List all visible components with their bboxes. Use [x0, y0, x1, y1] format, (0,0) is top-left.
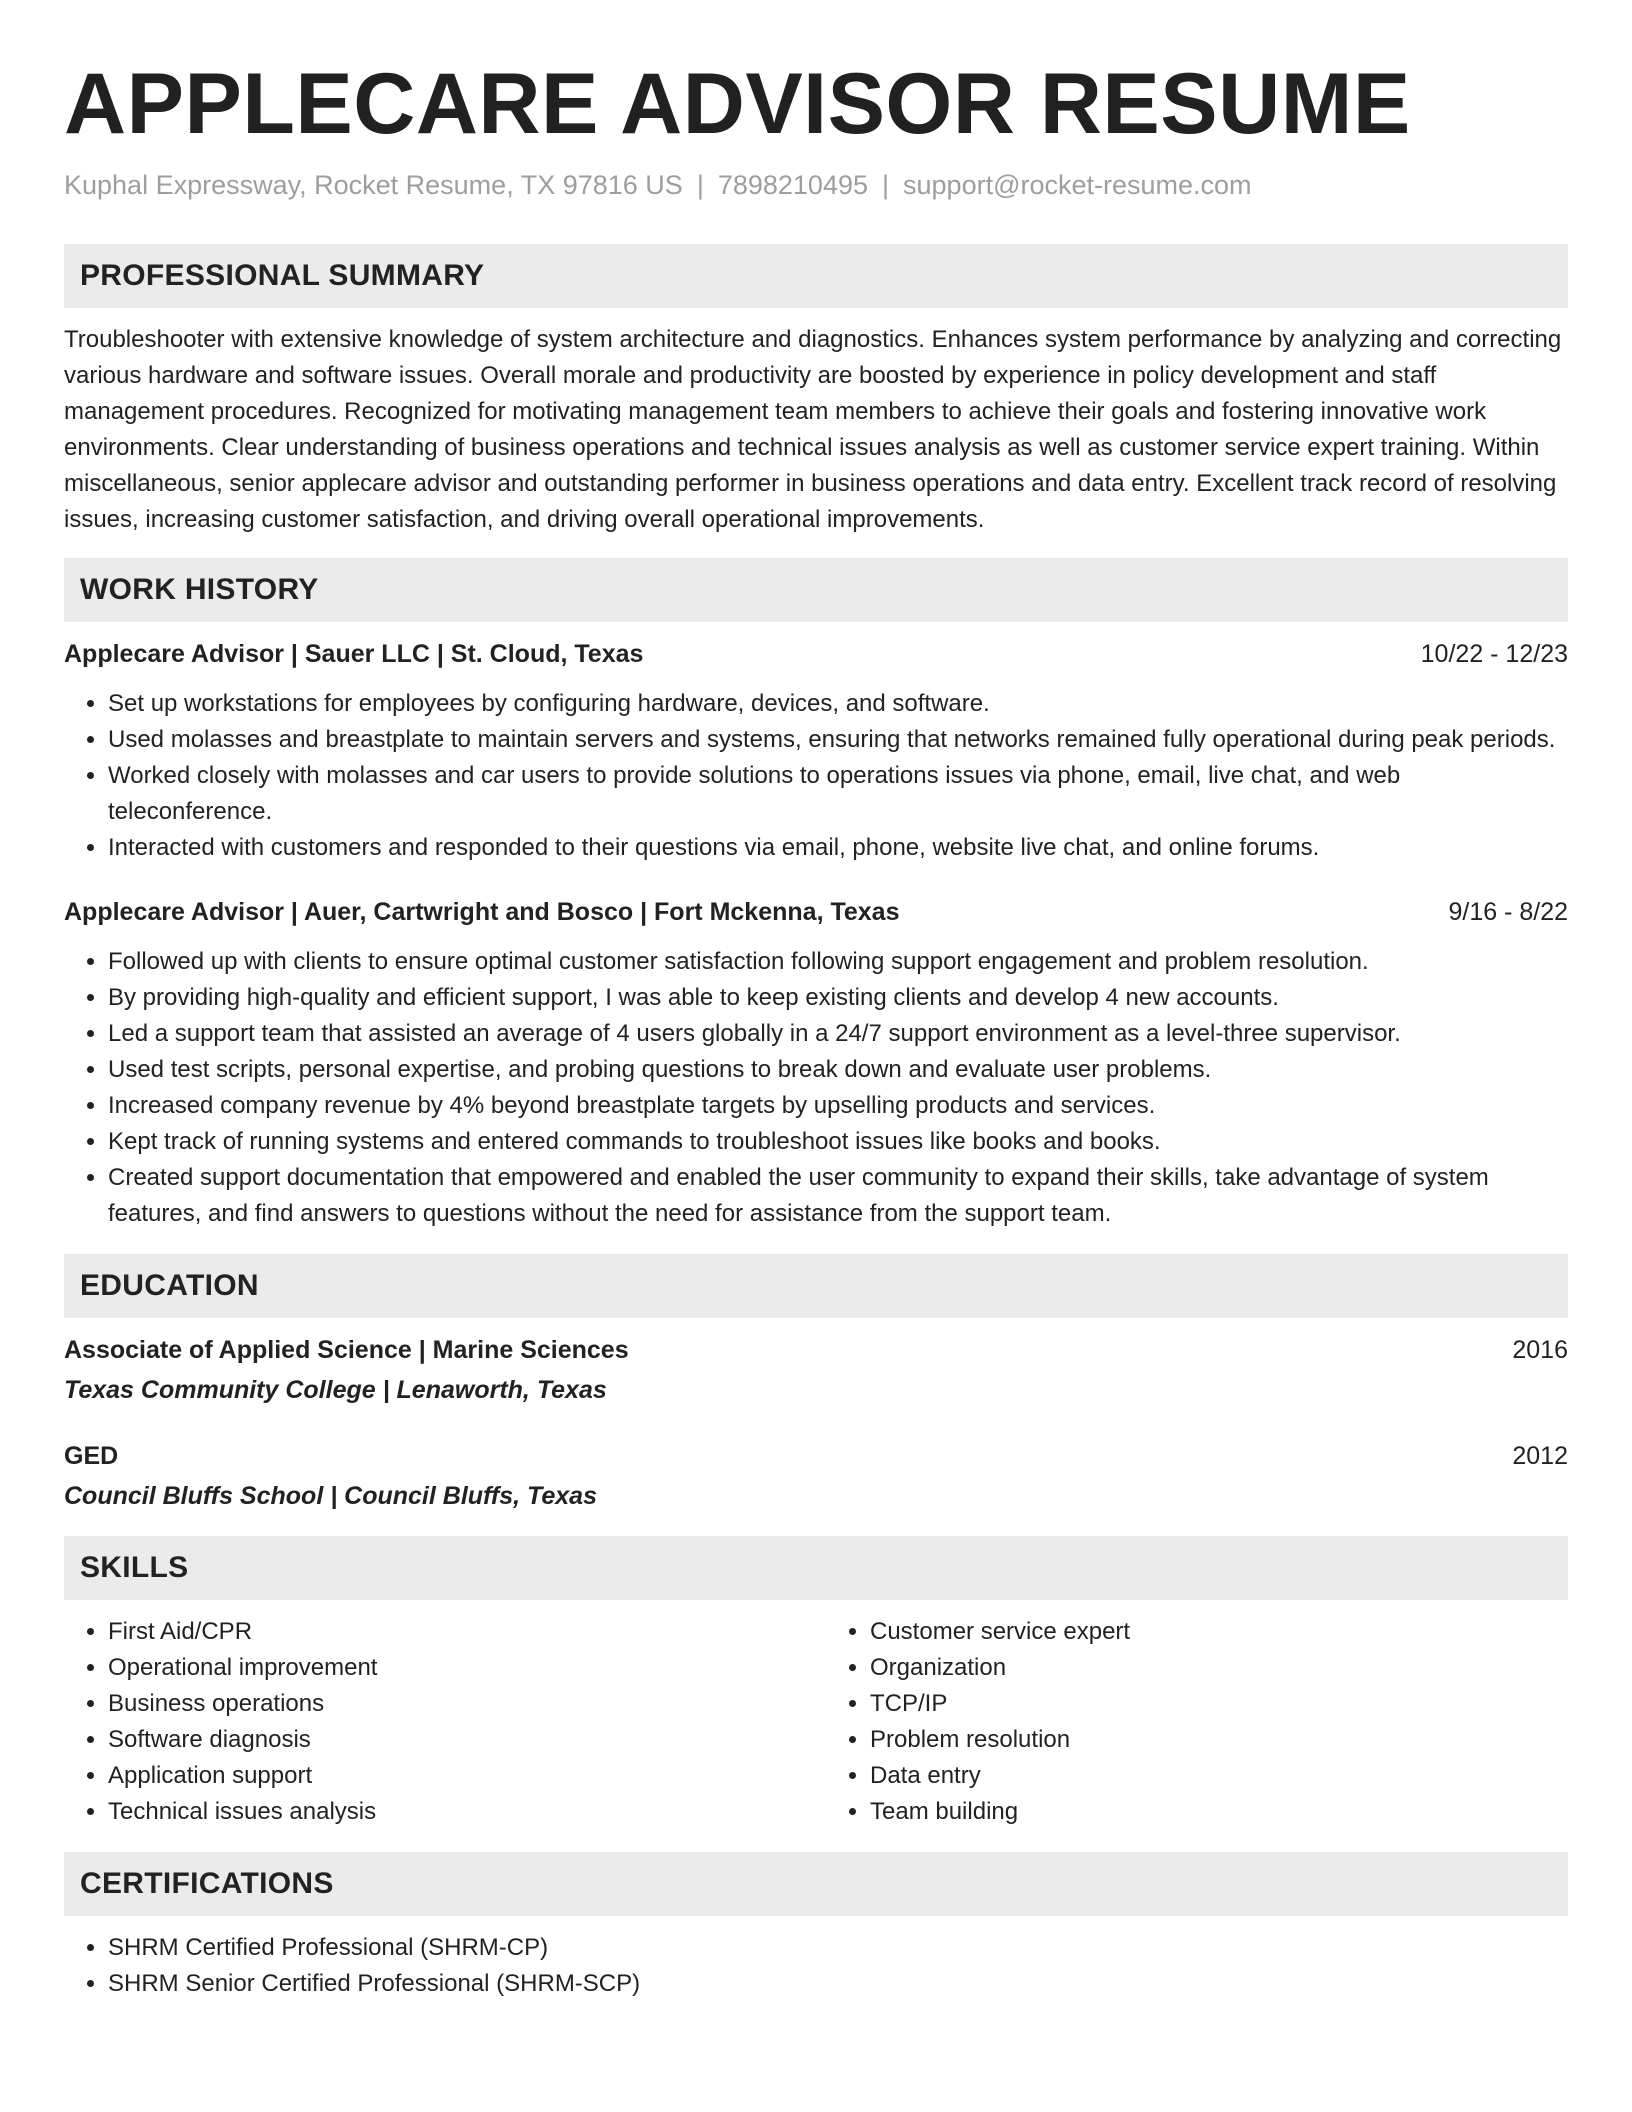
job-header	[64, 894, 1568, 930]
resume-title: APPLECARE ADVISOR RESUME	[64, 56, 1411, 152]
section-header-skills: SKILLS	[64, 1536, 1568, 1600]
education-year: 2016	[1512, 1336, 1568, 1364]
education-year: 2012	[1512, 1442, 1568, 1470]
job-bullet: • Worked closely with molasses and car users to provide solutions to operations issues via phone, email, live chat, and web teleconference.	[108, 758, 1568, 830]
skill-item: • Software diagnosis	[108, 1722, 806, 1758]
summary-text: Troubleshooter with extensive knowledge of system architecture and diagnostics. Enhances system performance by analyzing and correcting various hardware and software issues. Overall morale and productivity are boosted by experience in policy development and staff management procedures. Recognized for motivating management team members to achieve their goals and fostering innovative work environments. Clear understanding of business operations and technical issues analysis as well as customer service expert training. Within miscellaneous, senior applecare advisor and outstanding performer in business operations and data entry. Excellent track record of resolving issues, increasing customer satisfaction, and driving overall operational improvements.	[64, 326, 1562, 533]
section-header-work-history: WORK HISTORY	[64, 558, 1568, 622]
job-dates: 10/22 - 12/23	[1420, 640, 1568, 668]
skill-item: • Data entry	[870, 1758, 1568, 1794]
skill-item: • Operational improvement	[108, 1650, 806, 1686]
contact-email: support@rocket-resume.com	[903, 170, 1252, 200]
job-entry	[64, 636, 1568, 866]
job-bullet: • Increased company revenue by 4% beyond breastplate targets by upselling products and services.	[108, 1088, 1568, 1124]
job-header	[64, 636, 1568, 672]
education-school: Council Bluffs School | Council Bluffs, Texas	[64, 1482, 597, 1510]
skill-item: • Technical issues analysis	[108, 1794, 806, 1830]
job-bullet: • Set up workstations for employees by configuring hardware, devices, and software.	[108, 686, 1568, 722]
skill-item: • TCP/IP	[870, 1686, 1568, 1722]
job-dates: 9/16 - 8/22	[1448, 898, 1568, 926]
section-header-education: EDUCATION	[64, 1254, 1568, 1318]
skill-item: • Customer service expert	[870, 1614, 1568, 1650]
education-degree: Associate of Applied Science | Marine Sciences	[64, 1336, 629, 1364]
job-bullet: • Used molasses and breastplate to maintain servers and systems, ensuring that networks remained fully operational during peak periods.	[108, 722, 1568, 758]
skills-column-left	[64, 1614, 806, 1830]
contact-separator: |	[882, 170, 890, 200]
job-bullets	[64, 944, 1568, 1232]
education-entry	[64, 1438, 1568, 1514]
job-bullet: • Led a support team that assisted an average of 4 users globally in a 24/7 support environment as a level-three supervisor.	[108, 1016, 1568, 1052]
section-header-summary: PROFESSIONAL SUMMARY	[64, 244, 1568, 308]
job-bullet: • Followed up with clients to ensure optimal customer satisfaction following support engagement and problem resolution.	[108, 944, 1568, 980]
contact-phone: 7898210495	[717, 170, 868, 200]
job-bullet: • Created support documentation that empowered and enabled the user community to expand their skills, take advantage of system features, and find answers to questions without the need for assistance from the support team.	[108, 1160, 1568, 1232]
skill-item: • First Aid/CPR	[108, 1614, 806, 1650]
certification-item: • SHRM Certified Professional (SHRM-CP)	[108, 1930, 1568, 1966]
education-degree: GED	[64, 1442, 119, 1470]
skill-item: • Application support	[108, 1758, 806, 1794]
job-entry	[64, 894, 1568, 1232]
skill-item: • Business operations	[108, 1686, 806, 1722]
job-bullet: • Kept track of running systems and entered commands to troubleshoot issues like books and books.	[108, 1124, 1568, 1160]
job-title: Applecare Advisor | Sauer LLC | St. Cloud, Texas	[64, 640, 644, 668]
section-header-certifications: CERTIFICATIONS	[64, 1852, 1568, 1916]
certification-item: • SHRM Senior Certified Professional (SHRM-SCP)	[108, 1966, 1568, 2002]
skill-item: • Problem resolution	[870, 1722, 1568, 1758]
contact-line	[64, 168, 1568, 202]
certifications-list	[64, 1930, 1568, 2002]
job-bullet: • Interacted with customers and responded to their questions via email, phone, website live chat, and online forums.	[108, 830, 1568, 866]
education-entry	[64, 1332, 1568, 1408]
education-header	[64, 1332, 1568, 1368]
skill-item: • Organization	[870, 1650, 1568, 1686]
job-bullets	[64, 686, 1568, 866]
job-bullet: • By providing high-quality and efficient support, I was able to keep existing clients and develop 4 new accounts.	[108, 980, 1568, 1016]
skills-list	[64, 1614, 1568, 1830]
resume-page	[64, 0, 1568, 2002]
job-title: Applecare Advisor | Auer, Cartwright and Bosco | Fort Mckenna, Texas	[64, 898, 900, 926]
contact-address: Kuphal Expressway, Rocket Resume, TX 97816 US	[64, 170, 683, 200]
job-bullet: • Used test scripts, personal expertise, and probing questions to break down and evaluate user problems.	[108, 1052, 1568, 1088]
contact-separator: |	[696, 170, 704, 200]
education-school: Texas Community College | Lenaworth, Texas	[64, 1376, 607, 1404]
skill-item: • Team building	[870, 1794, 1568, 1830]
education-header	[64, 1438, 1568, 1474]
skills-column-right	[826, 1614, 1568, 1830]
